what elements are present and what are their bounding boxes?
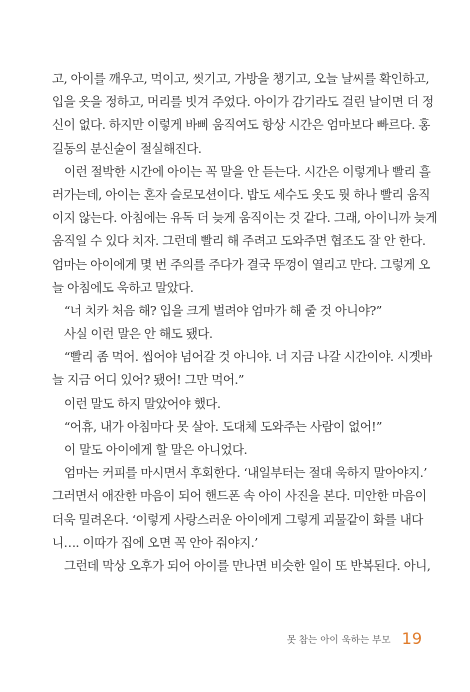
text-line: 더욱 밀려온다. ‘이렇게 사랑스러운 아이에게 그렇게 괴물같이 화를 내다 — [52, 511, 423, 527]
body-text — [52, 67, 438, 577]
text-line: 니…. 이따가 집에 오면 꼭 안아 줘야지.’ — [52, 534, 258, 550]
text-line: 늘 지금 어디 있어? 됐어! 그만 먹어.” — [52, 372, 244, 388]
text-line: 엄마는 아이에게 몇 번 주의를 주다가 결국 뚜껑이 열리고 만다. 그렇게 오 — [52, 256, 430, 272]
text-line: 이 말도 아이에게 할 말은 아니었다. — [64, 442, 248, 457]
page-number: 19 — [401, 629, 422, 648]
text-line: “너 치카 처음 해? 입을 크게 벌려야 엄마가 해 줄 것 아니야?” — [64, 302, 382, 318]
text-line: 움직일 수 있다 치자. 그런데 빨리 해 주려고 도와주면 협조도 잘 안 한다. — [52, 233, 426, 249]
text-line: 신이 없다. 하지만 이렇게 바삐 움직여도 항상 시간은 엄마보다 빠르다. 홍 — [52, 117, 430, 133]
text-line: 러가는데, 아이는 혼자 슬로모션이다. 밥도 세수도 옷도 뭣 하나 빨리 움직 — [52, 186, 430, 202]
text-line: “어휴, 내가 아침마다 못 살아. 도대체 도와주는 사람이 없어!” — [64, 418, 382, 434]
text-line: 길동의 분신술이 절실해진다. — [52, 140, 202, 156]
running-title: 못 참는 아이 욱하는 부모 — [286, 634, 391, 646]
text-line: 엄마는 커피를 마시면서 후회한다. ‘내일부터는 절대 욱하지 말아야지.’ — [64, 465, 427, 481]
text-line: 그런데 막상 오후가 되어 아이를 만나면 비슷한 일이 또 반복된다. 아니, — [64, 557, 431, 573]
text-line: 입을 옷을 정하고, 머리를 빗겨 주었다. 아이가 감기라도 걸린 날이면 더 정 — [52, 94, 434, 110]
page-footer — [287, 628, 422, 648]
text-line: 사실 이런 말은 안 해도 됐다. — [64, 326, 213, 342]
text-line: 이런 절박한 시간에 아이는 꼭 말을 안 듣는다. 시간은 이렇게나 빨리 흘 — [64, 163, 431, 179]
text-line: “빨리 좀 먹어. 씹어야 넘어갈 것 아니야. 너 지금 나갈 시간이야. 시곗바 — [64, 349, 432, 365]
text-line: 이런 말도 하지 말았어야 했다. — [64, 395, 221, 411]
text-line: 늘 아침에도 욱하고 말았다. — [52, 279, 194, 295]
text-line: 고, 아이를 깨우고, 먹이고, 씻기고, 가방을 챙기고, 오늘 날씨를 확인하고, — [52, 71, 430, 86]
text-line: 이지 않는다. 아침에는 유독 더 늦게 움직이는 것 같다. 그래, 아이니까 늦게 — [52, 210, 438, 226]
text-line: 그러면서 애잔한 마음이 되어 핸드폰 속 아이 사진을 본다. 미안한 마음이 — [52, 488, 427, 504]
